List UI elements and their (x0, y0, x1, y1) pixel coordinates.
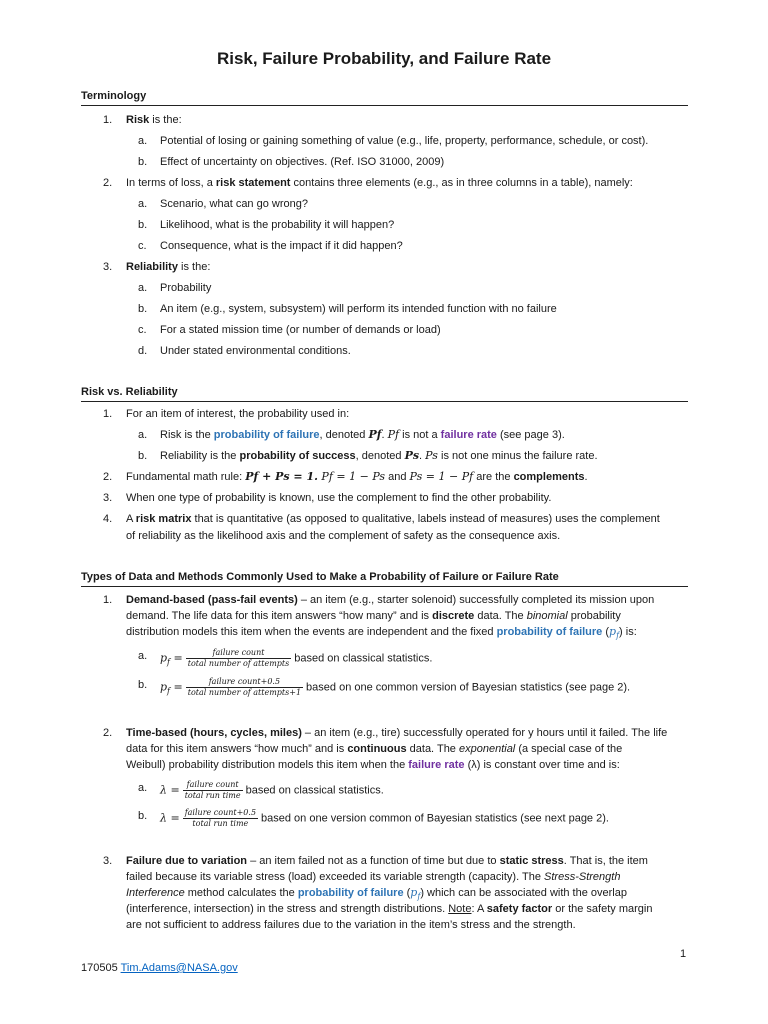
risk-reliability-section (81, 386, 688, 402)
section-heading: Types of Data and Methods Commonly Used to Make a Probability of Failure or Failure Rate (81, 571, 688, 587)
page-number: 1 (680, 948, 687, 960)
section-heading: Terminology (81, 90, 688, 106)
document-page: Risk, Failure Probability, and Failure Rate Terminology 1. Risk is the: a. Potential of losing or gaining something of value (e.g., life, property, performance, schedule, or cost). b. Effect of uncertainty on objectives. (Ref. ISO 31000, 2009) 2. In terms of loss, a risk statement contains three elements (e.g., as in three columns in a table), namely: a. Scenario, what can go wrong? b. Likelihood, what is the probability it will happen? c. Consequence, what is the impact if it did happen? 3. Reliability is the: a. Probability b. An item (e.g., system, subsystem) will perform its intended function with no failure c. For a stated mission time (or number of demands or load) d. Under stated environmental conditions. Risk vs. Reliability 1. For an item of interest, the probability used in: a. Risk is the probability of failure, denoted Pf. Pf is not a failure rate (see page 3). b. Reliability is the probability of success, denoted Ps. Ps is not one minus the failure rate. 2. Fundamental math rule: Pf + Ps = 1. Pf = 1 − Ps and Ps = 1 − Pf are the complements. 3. When one type of probability is known, use the complement to find the other probability. 4. A risk matrix that is quantitative (as opposed to qualitative, labels instead of measures) uses the complement of reliability as the likelihood axis and the complement of safety as the consequence axis. Types of Data and Methods Commonly Used to Make a Probability of Failure or Failure Rate 1. Demand-based (pass-fail events) – an item (e.g., starter solenoid) successfully completed its mission upon demand. The life data for this item answers “how many” and is discrete data. The binomial probability distribution models this item when the events are independent and the fixed probability of failure $(p_f)$ is: a. $p_f$ = $\frac{\text{failure count}}{\text{total number of attempts}}$ based on classical statistics. b. $p_f$ = $\frac{\text{failure count+0.5}}{\text{total number of attempts+1}}$ based on one common version of Bayesian statistics (see page 2). 2. Time-based (hours, cycles, miles) – an item (e.g., tire) successfully operated for y hours until it failed. The life data for this item answers “how much” and is continuous data. The exponential (a special case of the Weibull) probability distribution models this item when the failure rate (λ) is constant over time and is: a. λ = $\frac{\text{failure count}}{\text{total run time}}$ based on classical statistics. b. λ = $\frac{\text{failure count+0.5}}{\text{total run time}}$ based on one version common of Bayesian statistics (see next page 2). 3. Failure due to variation – an item failed not as a function of time but due to static stress. That is, the item failed because its variable stress (load) exceeded its variable strength (capacity). The Stress-Strength Interference method calculates the probability of failure $(p_f)$ which can be associated with the overlap (interference, intersection) in the stress and strength distributions. Note: A safety factor or the safety margin are not sufficient to address failures due to the variation in the item’s stress and the strength. 1 170505 Tim.Adams@NASA.gov (0, 0, 768, 1024)
fraction: $\frac{\text{failure count}}{\text{total number of attempts}}$ (187, 648, 290, 668)
footer-code: 170505 (81, 962, 121, 974)
probability-of-failure-term: probability of failure (297, 887, 404, 899)
page-title: Risk, Failure Probability, and Failure Rate (216, 49, 552, 68)
fraction: $\frac{\text{failure count+0.5}}{\text{total run time}}$ (184, 808, 257, 828)
failure-rate-term: failure rate (440, 429, 497, 441)
footer (81, 962, 238, 974)
types-section (81, 571, 688, 587)
fraction: $\frac{\text{failure count+0.5}}{\text{total number of attempts+1}}$ (187, 677, 302, 697)
email-link[interactable]: Tim.Adams@NASA.gov (120, 962, 238, 974)
probability-of-failure-term: probability of failure (213, 429, 320, 441)
fraction: $\frac{\text{failure count}}{\text{total run time}}$ (184, 780, 241, 800)
failure-rate-term: failure rate (408, 759, 465, 771)
section-heading: Risk vs. Reliability (81, 386, 688, 402)
probability-of-failure-term: probability of failure (496, 626, 603, 638)
terminology-section (81, 90, 688, 106)
